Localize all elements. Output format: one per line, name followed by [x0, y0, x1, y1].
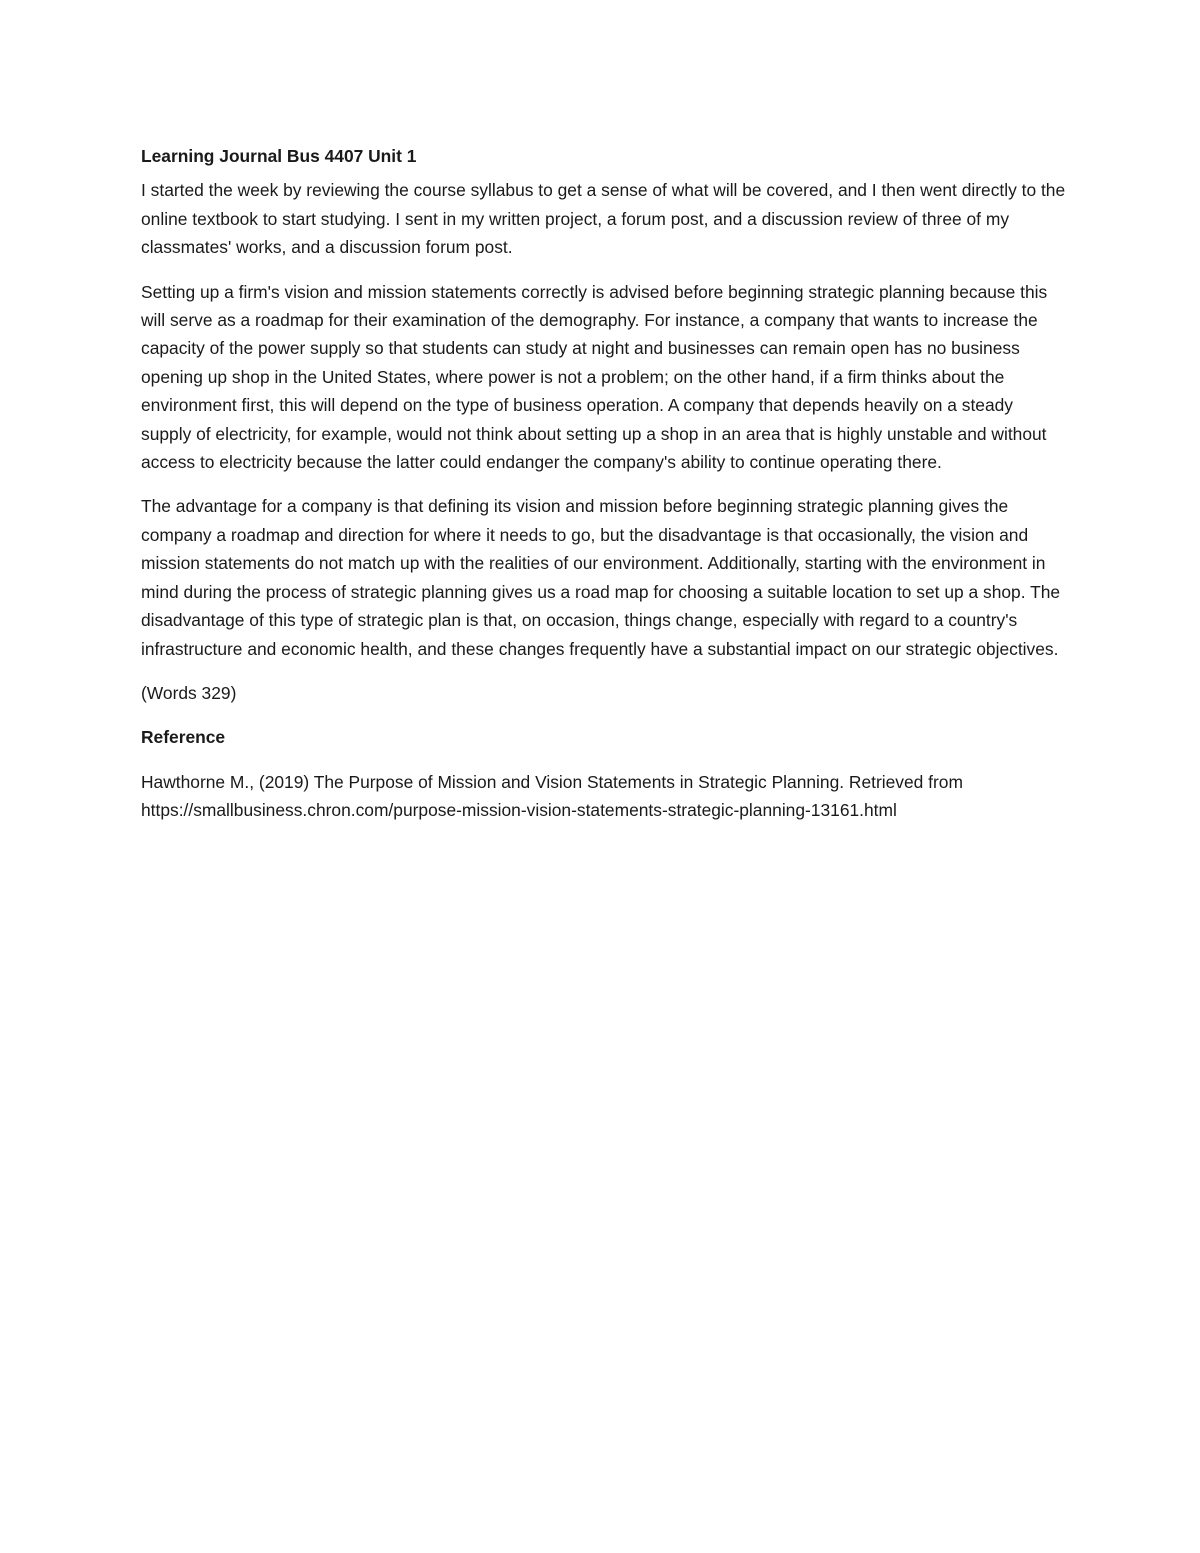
- paragraph-vision-mission: Setting up a firm's vision and mission statements correctly is advised before beginning strategic planning because this will serve as a roadmap for their examination of the demography. For instance, a company that wants to increase the capacity of the power supply so that students can study at night and businesses can remain open has no business opening up shop in the United States, where power is not a problem; on the other hand, if a firm thinks about the environment first, this will depend on the type of business operation. A company that depends heavily on a steady supply of electricity, for example, would not think about setting up a shop in an area that is highly unstable and without access to electricity because the latter could endanger the company's ability to continue operating there.: [141, 281, 1048, 473]
- document-title: Learning Journal Bus 4407 Unit 1: [141, 146, 417, 166]
- reference-heading: Reference: [141, 727, 226, 748]
- word-count: (Words 329): [141, 682, 237, 703]
- document-body: [141, 142, 1066, 825]
- paragraph-advantages: The advantage for a company is that defining its vision and mission before beginning strategic planning gives the company a roadmap and direction for where it needs to go, but the disadvantage is that occasionally, the vision and mission statements do not match up with the realities of our environment. Additionally, starting with the environment in mind during the process of strategic planning gives us a road map for choosing a suitable location to set up a shop. The disadvantage of this type of strategic plan is that, on occasion, things change, especially with regard to a country's infrastructure and economic health, and these changes frequently have a substantial impact on our strategic objectives.: [141, 496, 1061, 659]
- paragraph-intro: I started the week by reviewing the course syllabus to get a sense of what will be covered, and I then went directly to the online textbook to start studying. I sent in my written project, a forum post, and a discussion review of three of my classmates' works, and a discussion forum post.: [141, 180, 1066, 258]
- reference-citation: Hawthorne M., (2019) The Purpose of Mission and Vision Statements in Strategic Planning. Retrieved from https://smallbusiness.chron.com/purpose-mission-vision-statements-strategic-planning-13161.html: [141, 771, 963, 821]
